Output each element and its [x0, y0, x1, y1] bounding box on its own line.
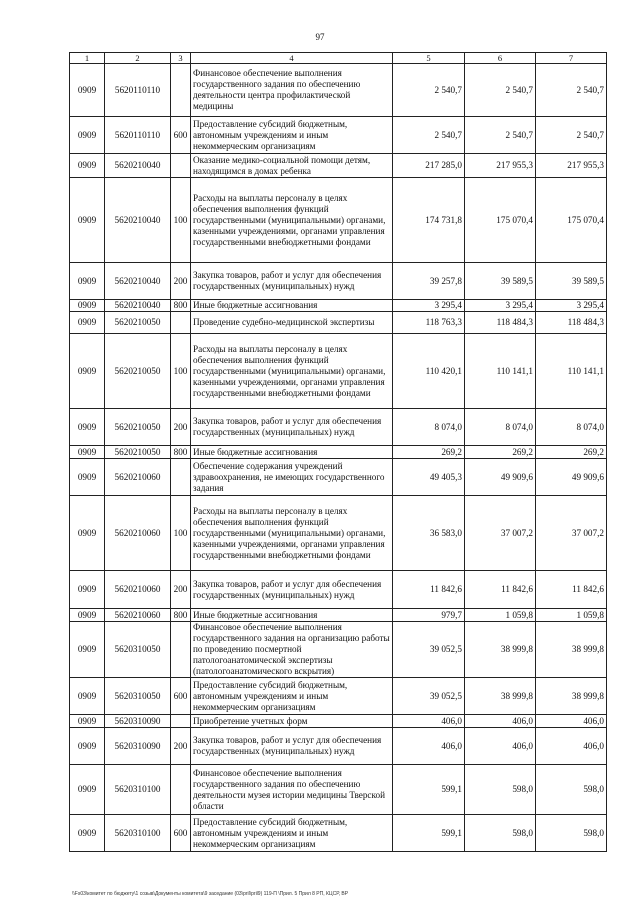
column-number-row: [70, 53, 607, 64]
amount-year2-cell: 110 141,1: [465, 334, 536, 409]
section-code-cell: 0909: [70, 300, 105, 312]
amount-year3-cell: 406,0: [536, 715, 607, 728]
table-row: [70, 571, 607, 609]
description-cell: Финансовое обеспечение выполнения государственного задания по обеспечению деятельности музея истории медицины Тверской области: [191, 765, 393, 815]
expense-type-cell: [171, 622, 191, 678]
amount-year1-cell: 217 285,0: [393, 154, 465, 178]
target-article-cell: 5620310100: [105, 765, 171, 815]
description-cell: Финансовое обеспечение выполнения государственного задания на организацию работы по проведению посмертной патологоанатомической экспертизы (патологоанатомического вскрытия): [191, 622, 393, 678]
description-cell: Закупка товаров, работ и услуг для обеспечения государственных (муниципальных) нужд: [191, 263, 393, 300]
amount-year1-cell: 49 405,3: [393, 459, 465, 496]
amount-year2-cell: 1 059,8: [465, 609, 536, 622]
amount-year2-cell: 38 999,8: [465, 622, 536, 678]
amount-year3-cell: 269,2: [536, 446, 607, 459]
expense-type-cell: 600: [171, 678, 191, 715]
description-cell: Расходы на выплаты персоналу в целях обеспечения выполнения функций государственными (муниципальными) органами, казенными учреждениями, органами управления государственными внебюджетными фондами: [191, 496, 393, 571]
description-cell: Иные бюджетные ассигнования: [191, 300, 393, 312]
description-cell: Закупка товаров, работ и услуг для обеспечения государственных (муниципальных) нужд: [191, 571, 393, 609]
table-row: [70, 728, 607, 765]
table-row: [70, 178, 607, 263]
target-article-cell: 5620210050: [105, 409, 171, 446]
target-article-cell: 5620310100: [105, 815, 171, 852]
amount-year1-cell: 406,0: [393, 728, 465, 765]
amount-year3-cell: 3 295,4: [536, 300, 607, 312]
column-number: 5: [393, 53, 465, 64]
target-article-cell: 5620210050: [105, 334, 171, 409]
section-code-cell: 0909: [70, 446, 105, 459]
amount-year1-cell: 8 074,0: [393, 409, 465, 446]
expense-type-cell: 100: [171, 496, 191, 571]
description-cell: Иные бюджетные ассигнования: [191, 446, 393, 459]
section-code-cell: 0909: [70, 459, 105, 496]
expense-type-cell: 200: [171, 409, 191, 446]
amount-year2-cell: 8 074,0: [465, 409, 536, 446]
description-cell: Предоставление субсидий бюджетным, автономным учреждениям и иным некоммерческим организациям: [191, 678, 393, 715]
section-code-cell: 0909: [70, 715, 105, 728]
column-number: 7: [536, 53, 607, 64]
description-cell: Расходы на выплаты персоналу в целях обеспечения выполнения функций государственными (муниципальными) органами, казенными учреждениями, органами управления государственными внебюджетными фондами: [191, 334, 393, 409]
amount-year2-cell: 37 007,2: [465, 496, 536, 571]
amount-year3-cell: 1 059,8: [536, 609, 607, 622]
expense-type-cell: [171, 64, 191, 117]
table-row: [70, 622, 607, 678]
description-cell: Финансовое обеспечение выполнения государственного задания по обеспечению деятельности центра профилактической медицины: [191, 64, 393, 117]
table-row: [70, 765, 607, 815]
description-cell: Предоставление субсидий бюджетным, автономным учреждениям и иным некоммерческим организациям: [191, 815, 393, 852]
amount-year3-cell: 2 540,7: [536, 64, 607, 117]
budget-table: [69, 52, 607, 852]
amount-year2-cell: 11 842,6: [465, 571, 536, 609]
description-cell: Приобретение учетных форм: [191, 715, 393, 728]
amount-year1-cell: 2 540,7: [393, 64, 465, 117]
amount-year3-cell: 175 070,4: [536, 178, 607, 263]
section-code-cell: 0909: [70, 815, 105, 852]
amount-year1-cell: 979,7: [393, 609, 465, 622]
table-row: [70, 263, 607, 300]
expense-type-cell: 800: [171, 300, 191, 312]
column-number: 6: [465, 53, 536, 64]
amount-year1-cell: 599,1: [393, 815, 465, 852]
section-code-cell: 0909: [70, 117, 105, 154]
table-row: [70, 334, 607, 409]
amount-year2-cell: 406,0: [465, 715, 536, 728]
table-row: [70, 815, 607, 852]
table-row: [70, 678, 607, 715]
amount-year1-cell: 599,1: [393, 765, 465, 815]
expense-type-cell: 600: [171, 117, 191, 154]
section-code-cell: 0909: [70, 312, 105, 334]
amount-year1-cell: 39 052,5: [393, 622, 465, 678]
section-code-cell: 0909: [70, 728, 105, 765]
amount-year3-cell: 110 141,1: [536, 334, 607, 409]
description-cell: Закупка товаров, работ и услуг для обеспечения государственных (муниципальных) нужд: [191, 728, 393, 765]
amount-year2-cell: 39 589,5: [465, 263, 536, 300]
amount-year2-cell: 406,0: [465, 728, 536, 765]
section-code-cell: 0909: [70, 334, 105, 409]
section-code-cell: 0909: [70, 571, 105, 609]
table-row: [70, 446, 607, 459]
target-article-cell: 5620210060: [105, 459, 171, 496]
amount-year3-cell: 217 955,3: [536, 154, 607, 178]
expense-type-cell: [171, 715, 191, 728]
amount-year2-cell: 49 909,6: [465, 459, 536, 496]
column-number: 3: [171, 53, 191, 64]
expense-type-cell: 800: [171, 609, 191, 622]
target-article-cell: 5620210040: [105, 300, 171, 312]
description-cell: Иные бюджетные ассигнования: [191, 609, 393, 622]
table-row: [70, 154, 607, 178]
section-code-cell: 0909: [70, 609, 105, 622]
table-row: [70, 609, 607, 622]
amount-year2-cell: 269,2: [465, 446, 536, 459]
description-cell: Расходы на выплаты персоналу в целях обеспечения выполнения функций государственными (муниципальными) органами, казенными учреждениями, органами управления государственными внебюджетными фондами: [191, 178, 393, 263]
amount-year1-cell: 36 583,0: [393, 496, 465, 571]
amount-year1-cell: 3 295,4: [393, 300, 465, 312]
target-article-cell: 5620210060: [105, 496, 171, 571]
target-article-cell: 5620110110: [105, 117, 171, 154]
table-row: [70, 312, 607, 334]
amount-year3-cell: 39 589,5: [536, 263, 607, 300]
target-article-cell: 5620110110: [105, 64, 171, 117]
expense-type-cell: [171, 765, 191, 815]
section-code-cell: 0909: [70, 64, 105, 117]
expense-type-cell: [171, 154, 191, 178]
target-article-cell: 5620210060: [105, 571, 171, 609]
amount-year3-cell: 118 484,3: [536, 312, 607, 334]
amount-year1-cell: 2 540,7: [393, 117, 465, 154]
amount-year1-cell: 39 257,8: [393, 263, 465, 300]
amount-year1-cell: 110 420,1: [393, 334, 465, 409]
amount-year2-cell: 2 540,7: [465, 64, 536, 117]
target-article-cell: 5620210040: [105, 154, 171, 178]
amount-year1-cell: 118 763,3: [393, 312, 465, 334]
target-article-cell: 5620210060: [105, 609, 171, 622]
target-article-cell: 5620210050: [105, 446, 171, 459]
expense-type-cell: 100: [171, 334, 191, 409]
target-article-cell: 5620310050: [105, 678, 171, 715]
target-article-cell: 5620210040: [105, 263, 171, 300]
section-code-cell: 0909: [70, 622, 105, 678]
file-path-footer: \\Fs03\комитет по бюджету\1 созыв\Документы комитета\9 заседание (03\pril\pril9) 119-П \Прил. 5 Прил 8 РП, КЦСР, ВР: [72, 891, 349, 897]
expense-type-cell: 800: [171, 446, 191, 459]
description-cell: Закупка товаров, работ и услуг для обеспечения государственных (муниципальных) нужд: [191, 409, 393, 446]
description-cell: Оказание медико-социальной помощи детям, находящимся в домах ребенка: [191, 154, 393, 178]
amount-year3-cell: 38 999,8: [536, 622, 607, 678]
target-article-cell: 5620310090: [105, 715, 171, 728]
amount-year2-cell: 217 955,3: [465, 154, 536, 178]
section-code-cell: 0909: [70, 263, 105, 300]
expense-type-cell: [171, 459, 191, 496]
target-article-cell: 5620310050: [105, 622, 171, 678]
section-code-cell: 0909: [70, 178, 105, 263]
column-number: 1: [70, 53, 105, 64]
section-code-cell: 0909: [70, 678, 105, 715]
amount-year2-cell: 598,0: [465, 815, 536, 852]
table-row: [70, 409, 607, 446]
table-row: [70, 496, 607, 571]
amount-year2-cell: 118 484,3: [465, 312, 536, 334]
target-article-cell: 5620210050: [105, 312, 171, 334]
description-cell: Обеспечение содержания учреждений здравоохранения, не имеющих государственного задания: [191, 459, 393, 496]
amount-year2-cell: 2 540,7: [465, 117, 536, 154]
expense-type-cell: 200: [171, 728, 191, 765]
section-code-cell: 0909: [70, 154, 105, 178]
amount-year3-cell: 406,0: [536, 728, 607, 765]
column-number: 2: [105, 53, 171, 64]
amount-year3-cell: 38 999,8: [536, 678, 607, 715]
amount-year3-cell: 598,0: [536, 815, 607, 852]
expense-type-cell: 200: [171, 263, 191, 300]
target-article-cell: 5620310090: [105, 728, 171, 765]
table-row: [70, 715, 607, 728]
table-row: [70, 300, 607, 312]
section-code-cell: 0909: [70, 496, 105, 571]
amount-year3-cell: 8 074,0: [536, 409, 607, 446]
amount-year2-cell: 38 999,8: [465, 678, 536, 715]
amount-year3-cell: 49 909,6: [536, 459, 607, 496]
amount-year1-cell: 269,2: [393, 446, 465, 459]
amount-year1-cell: 11 842,6: [393, 571, 465, 609]
target-article-cell: 5620210040: [105, 178, 171, 263]
amount-year3-cell: 598,0: [536, 765, 607, 815]
expense-type-cell: 200: [171, 571, 191, 609]
amount-year1-cell: 174 731,8: [393, 178, 465, 263]
expense-type-cell: 100: [171, 178, 191, 263]
column-number: 4: [191, 53, 393, 64]
section-code-cell: 0909: [70, 765, 105, 815]
amount-year3-cell: 11 842,6: [536, 571, 607, 609]
amount-year1-cell: 406,0: [393, 715, 465, 728]
expense-type-cell: [171, 312, 191, 334]
description-cell: Предоставление субсидий бюджетным, автономным учреждениям и иным некоммерческим организациям: [191, 117, 393, 154]
table-row: [70, 64, 607, 117]
description-cell: Проведение судебно-медицинской экспертизы: [191, 312, 393, 334]
amount-year3-cell: 2 540,7: [536, 117, 607, 154]
amount-year3-cell: 37 007,2: [536, 496, 607, 571]
table-row: [70, 117, 607, 154]
page-number: 97: [315, 32, 325, 42]
amount-year2-cell: 175 070,4: [465, 178, 536, 263]
table-row: [70, 459, 607, 496]
amount-year2-cell: 3 295,4: [465, 300, 536, 312]
expense-type-cell: 600: [171, 815, 191, 852]
amount-year1-cell: 39 052,5: [393, 678, 465, 715]
section-code-cell: 0909: [70, 409, 105, 446]
amount-year2-cell: 598,0: [465, 765, 536, 815]
